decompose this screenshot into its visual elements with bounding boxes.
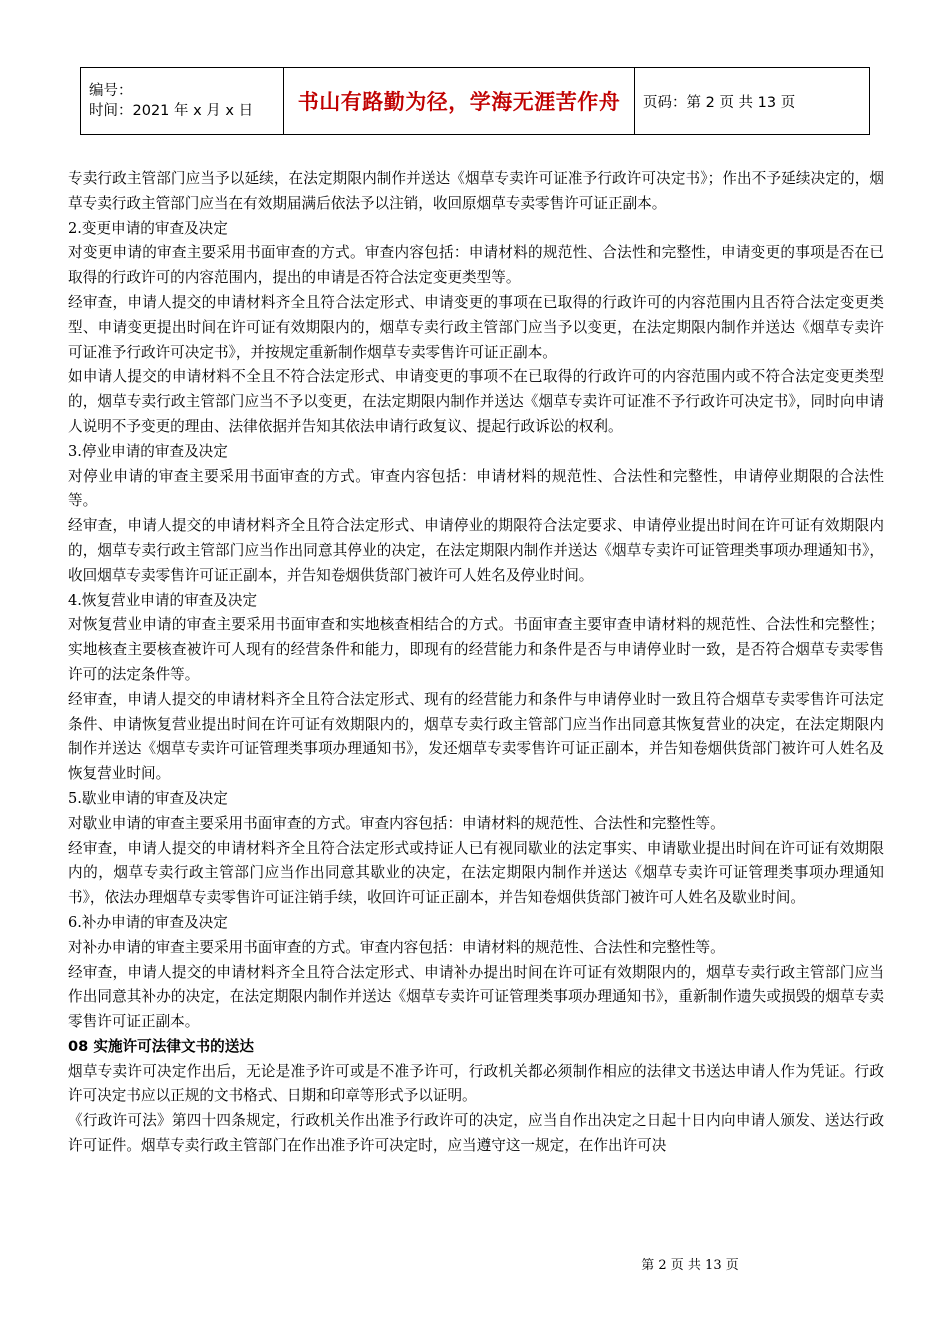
page-footer: 第 2 页 共 13 页 xyxy=(641,1258,739,1273)
section-heading: 2.变更申请的审查及决定 xyxy=(68,219,228,237)
paragraph: 烟草专卖许可决定作出后，无论是准予许可或是不准予许可，行政机关都必须制作相应的法律文书送达申请人作为凭证。行政许可决定书应以正规的文书格式、日期和印章等形式予以证明。 xyxy=(68,1062,884,1105)
header-meta-cell xyxy=(81,68,284,135)
paragraph: 对歇业申请的审查主要采用书面审查的方式。审查内容包括：申请材料的规范性、合法性和完整性等。 xyxy=(68,814,725,832)
motto-text: 书山有路勤为径，学海无涯苦作舟 xyxy=(297,90,621,114)
paragraph: 专卖行政主管部门应当予以延续，在法定期限内制作并送达《烟草专卖许可证准予行政许可决定书》；作出不予延续决定的，烟草专卖行政主管部门应当在有效期届满后依法予以注销，收回原烟草专卖零售许可证正副本。 xyxy=(68,170,884,212)
paragraph: 经审查，申请人提交的申请材料齐全且符合法定形式或持证人已有视同歇业的法定事实、申请歇业提出时间在许可证有效期限内的，烟草专卖行政主管部门应当作出同意其歇业的决定，在法定期限内制作并送达《烟草专卖许可证管理类事项办理通知书》，依法办理烟草专卖零售许可证注销手续，收回许可证正副本，并告知卷烟供货部门被许可人姓名及歇业时间。 xyxy=(68,839,884,907)
paragraph: 对停业申请的审查主要采用书面审查的方式。审查内容包括：申请材料的规范性、合法性和完整性，申请停业期限的合法性等。 xyxy=(68,467,884,510)
paragraph: 对变更申请的审查主要采用书面审查的方式。审查内容包括：申请材料的规范性、合法性和完整性，申请变更的事项是否在已取得的行政许可的内容范围内，提出的申请是否符合法定变更类型等。 xyxy=(68,244,884,287)
section-heading: 3.停业申请的审查及决定 xyxy=(68,442,228,460)
bold-section-heading: 08 实施许可法律文书的送达 xyxy=(68,1037,254,1055)
section-heading: 4.恢复营业申请的审查及决定 xyxy=(68,591,258,609)
section-heading: 5.歇业申请的审查及决定 xyxy=(68,789,228,807)
document-number-label: 编号： xyxy=(89,83,133,99)
paragraph: 对恢复营业申请的审查主要采用书面审查和实地核查相结合的方式。书面审查主要审查申请材料的规范性、合法性和完整性；实地核查主要核查被许可人现有的经营条件和能力，即现有的经营能力和条件是否与申请停业时一致，是否符合烟草专卖零售许可的法定条件等。 xyxy=(68,616,884,683)
paragraph: 经审查，申请人提交的申请材料齐全且符合法定形式、现有的经营能力和条件与申请停业时一致且符合烟草专卖零售许可法定条件、申请恢复营业提出时间在许可证有效期限内的，烟草专卖行政主管部门应当作出同意其恢复营业的决定，在法定期限内制作并送达《烟草专卖许可证管理类事项办理通知书》，发还烟草专卖零售许可证正副本，并告知卷烟供货部门被许可人姓名及恢复营业时间。 xyxy=(68,690,884,783)
header-motto-cell xyxy=(284,68,635,135)
header-table xyxy=(80,67,870,135)
document-body xyxy=(68,167,884,1159)
paragraph: 经审查，申请人提交的申请材料齐全且符合法定形式、申请补办提出时间在许可证有效期限内的，烟草专卖行政主管部门应当作出同意其补办的决定，在法定期限内制作并送达《烟草专卖许可证管理类事项办理通知书》，重新制作遗失或损毁的烟草专卖零售许可证正副本。 xyxy=(68,963,884,1031)
header-page-cell xyxy=(635,68,870,135)
paragraph: 对补办申请的审查主要采用书面审查的方式。审查内容包括：申请材料的规范性、合法性和完整性等。 xyxy=(68,938,725,956)
paragraph: 如申请人提交的申请材料不全且不符合法定形式、申请变更的事项不在已取得的行政许可的内容范围内或不符合法定变更类型的，烟草专卖行政主管部门应当不予以变更，在法定期限内制作并送达《烟草专卖许可证准不予行政许可决定书》，同时向申请人说明不予变更的理由、法律依据并告知其依法申请行政复议、提起行政诉讼的权利。 xyxy=(68,368,884,435)
section-heading: 6.补办申请的审查及决定 xyxy=(68,913,228,931)
paragraph: 经审查，申请人提交的申请材料齐全且符合法定形式、申请停业的期限符合法定要求、申请停业提出时间在许可证有效期限内的，烟草专卖行政主管部门应当作出同意其停业的决定，在法定期限内制作并送达《烟草专卖许可证管理类事项办理通知书》，收回烟草专卖零售许可证正副本，并告知卷烟供货部门被许可人姓名及停业时间。 xyxy=(68,517,884,584)
paragraph: 《行政许可法》第四十四条规定，行政机关作出准予行政许可的决定，应当自作出决定之日起十日内向申请人颁发、送达行政许可证件。烟草专卖行政主管部门在作出准予许可决定时，应当遵守这一规定，在作出许可决 xyxy=(68,1112,884,1155)
page-number-label: 页码：第 2 页 共 13 页 xyxy=(643,94,796,111)
paragraph: 经审查，申请人提交的申请材料齐全且符合法定形式、申请变更的事项在已取得的行政许可的内容范围内且否符合法定变更类型、申请变更提出时间在许可证有效期限内的，烟草专卖行政主管部门应当予以变更，在法定期限内制作并送达《烟草专卖许可证准予行政许可决定书》，并按规定重新制作烟草专卖零售许可证正副本。 xyxy=(68,293,884,361)
document-date-label: 时间：2021 年 x 月 x 日 xyxy=(89,103,254,119)
